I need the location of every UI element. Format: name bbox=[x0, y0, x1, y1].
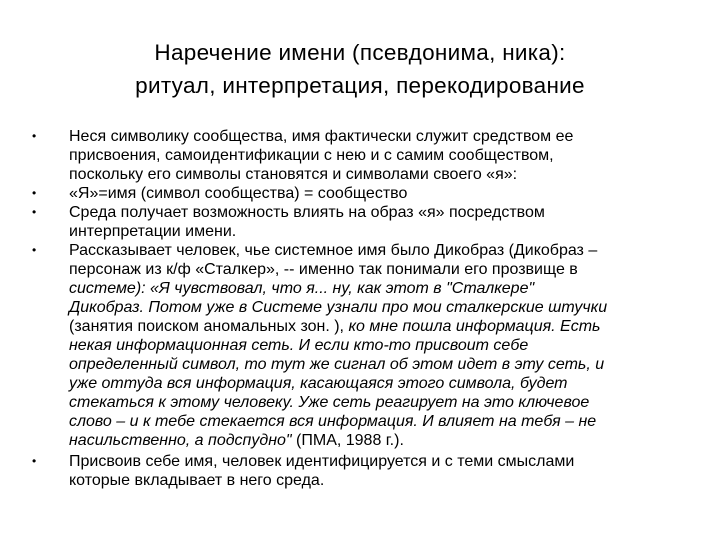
bullet-line: поскольку его символы становятся и символами своего «я»: bbox=[69, 166, 518, 183]
title-line-2: ритуал, интерпретация, перекодирование bbox=[135, 73, 585, 98]
bullet-line: Присвоив себе имя, человек идентифицируется и с теми смыслами bbox=[69, 453, 575, 470]
bullet-line: «Я»=имя (символ сообщества) = сообщество bbox=[69, 185, 408, 202]
bullet-line: Рассказывает человек, чье системное имя было Дикобраз (Дикобраз – bbox=[69, 242, 598, 259]
bullet-line bbox=[69, 431, 694, 450]
bullet-text bbox=[69, 127, 694, 184]
bullet-marker-icon: • bbox=[32, 186, 37, 200]
roman-text: (занятия поиском аномальных зон. ), bbox=[69, 318, 349, 335]
italic-quote-line: некая информационная сеть. И если кто-то присвоит себе bbox=[69, 337, 529, 354]
bullet-line: интерпретации имени. bbox=[69, 223, 237, 240]
bullet-item-3 bbox=[32, 203, 694, 241]
citation: (ПМА, 1988 г.). bbox=[291, 432, 404, 449]
bullet-line: присвоения, самоидентификации с нею и с самим сообществом, bbox=[69, 147, 554, 164]
bullet-line bbox=[69, 279, 694, 298]
bullet-item-4 bbox=[32, 241, 694, 450]
bullet-line: которые вкладывает в него среда. bbox=[69, 472, 325, 489]
bullet-line: персонаж из к/ф «Сталкер», -- именно так понимали его прозвище в bbox=[69, 261, 578, 278]
bullet-text bbox=[69, 452, 694, 490]
italic-quote-line: слово – и к тебе стекается вся информация. И влияет на тебя – не bbox=[69, 413, 597, 430]
bullet-line: Среда получает возможность влиять на образ «я» посредством bbox=[69, 204, 545, 221]
bullet-text bbox=[69, 203, 694, 241]
italic-quote-line: уже оттуда вся информация, касающаяся этого символа, будет bbox=[69, 375, 568, 392]
slide-title bbox=[60, 36, 660, 102]
bullet-marker-icon: • bbox=[32, 129, 37, 143]
italic-quote: насильственно, а подспудно" bbox=[69, 432, 292, 449]
bullet-marker-icon: • bbox=[32, 454, 37, 468]
bullet-item-1 bbox=[32, 127, 694, 184]
bullet-line bbox=[69, 317, 694, 336]
italic-quote-line: Дикобраз. Потом уже в Системе узнали про мои сталкерские штучки bbox=[69, 299, 608, 316]
title-line-1: Наречение имени (псевдонима, ника): bbox=[154, 40, 566, 65]
bullet-text bbox=[69, 241, 694, 450]
bullet-item-2 bbox=[32, 184, 694, 203]
italic-quote-line: определенный символ, то тут же сигнал об этом идет в эту сеть, и bbox=[69, 356, 605, 373]
bullet-list bbox=[32, 127, 694, 490]
bullet-text bbox=[69, 184, 694, 203]
italic-quote: системе): «Я чувствовал, что я... ну, как этот в "Сталкере" bbox=[69, 280, 535, 297]
bullet-line: Неся символику сообщества, имя фактически служит средством ее bbox=[69, 128, 574, 145]
italic-quote: ко мне пошла информация. Есть bbox=[348, 318, 601, 335]
bullet-marker-icon: • bbox=[32, 205, 37, 219]
bullet-item-5 bbox=[32, 452, 694, 490]
bullet-marker-icon: • bbox=[32, 243, 37, 257]
italic-quote-line: стекаться к этому человеку. Уже сеть реагирует на это ключевое bbox=[69, 394, 590, 411]
